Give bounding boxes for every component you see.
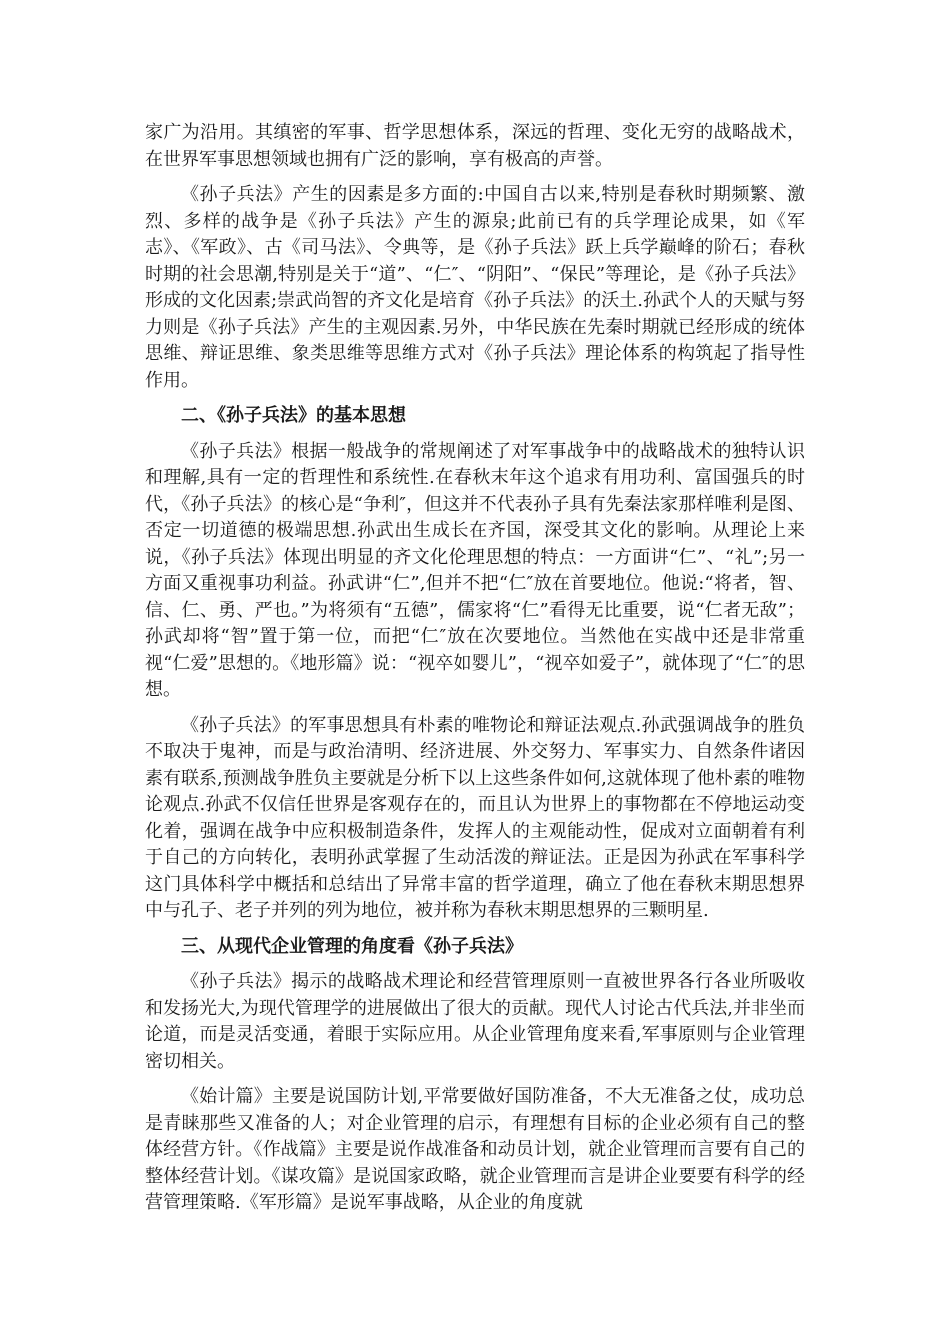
paragraph-modern-management: 《孙子兵法》揭示的战略战术理论和经营管理原则一直被世界各行各业所吸收和发扬光大,为现代管理学的进展做出了很大的贡献。现代人讨论古代兵法,并非坐而论道，而是灵活变通，着眼于实际应用。从企业管理角度来看,军事原则与企业管理密切相关。 (145, 971, 805, 1072)
section-heading-3: 三、从现代企业管理的角度看《孙子兵法》 (181, 935, 523, 957)
paragraph-origins: 《孙子兵法》产生的因素是多方面的:中国自古以来,特别是春秋时期频繁、激烈、多样的战争是《孙子兵法》产生的源泉;此前已有的兵学理论成果，如《军志》、《军政》、古《司马法》、令典等，是《孙子兵法》跃上兵学巅峰的阶石；春秋时期的社会思潮,特别是关于“道”、“仁″、“阴阳”、“保民”等理论，是《孙子兵法》形成的文化因素;崇武尚智的齐文化是培育《孙子兵法》的沃土.孙武个人的天赋与努力则是《孙子兵法》产生的主观因素.另外，中华民族在先秦时期就已经形成的统体思维、辩证思维、象类思维等思维方式对《孙子兵法》理论体系的构筑起了指导性作用。 (145, 184, 805, 391)
paragraph-core-thought: 《孙子兵法》根据一般战争的常规阐述了对军事战争中的战略战术的独特认识和理解,具有一定的哲理性和系统性.在春秋末年这个追求有用功利、富国强兵的时代，《孙子兵法》的核心是“争利″，但这并不代表孙子具有先秦法家那样唯利是图、否定一切道德的极端思想.孙武出生成长在齐国，深受其文化的影响。从理论上来说，《孙子兵法》体现出明显的齐文化伦理思想的特点：一方面讲“仁”、“礼”;另一方面又重视事功利益。孙武讲“仁”,但并不把“仁″放在首要地位。他说:“将者，智、信、仁、勇、严也。”为将须有“五德”，儒家将“仁”看得无比重要，说“仁者无敌”；孙武却将“智”置于第一位，而把“仁″放在次要地位。当然他在实战中还是非常重视“仁爱”思想的。《地形篇》说：“视卒如婴儿”，“视卒如爱子”，就体现了“仁″的思想。 (145, 440, 805, 700)
document-page (145, 120, 805, 1226)
paragraph-continuation: 家广为沿用。其缜密的军事、哲学思想体系，深远的哲理、变化无穷的战略战术，在世界军事思想领域也拥有广泛的影响，享有极高的声誉。 (145, 122, 805, 170)
paragraph-materialism: 《孙子兵法》的军事思想具有朴素的唯物论和辩证法观点.孙武强调战争的胜负不取决于鬼神，而是与政治清明、经济进展、外交努力、军事实力、自然条件诸因素有联系,预测战争胜负主要就是分析下以上这些条件如何,这就体现了他朴素的唯物论观点.孙武不仅信任世界是客观存在的，而且认为世界上的事物都在不停地运动变化着，强调在战争中应积极制造条件，发挥人的主观能动性，促成对立面朝着有利于自己的方向转化，表明孙武掌握了生动活泼的辩证法。正是因为孙武在军事科学这门具体科学中概括和总结出了异常丰富的哲学道理，确立了他在春秋末期思想界中与孔子、老子并列的列为地位，被并称为春秋末期思想界的三颗明星. (145, 714, 805, 921)
section-heading-2: 二、《孙子兵法》的基本思想 (181, 405, 406, 426)
paragraph-chapters: 《始计篇》主要是说国防计划,平常要做好国防准备，不大无准备之仗，成功总是青睐那些又准备的人；对企业管理的启示，有理想有目标的企业必须有自己的整体经营方针。《作战篇》主要是说作战准备和动员计划，就企业管理而言要有自己的整体经营计划。《谋攻篇》是说国家政略，就企业管理而言是讲企业要要有科学的经营管理策略.《军形篇》是说军事战略，从企业的角度就 (145, 1086, 805, 1213)
